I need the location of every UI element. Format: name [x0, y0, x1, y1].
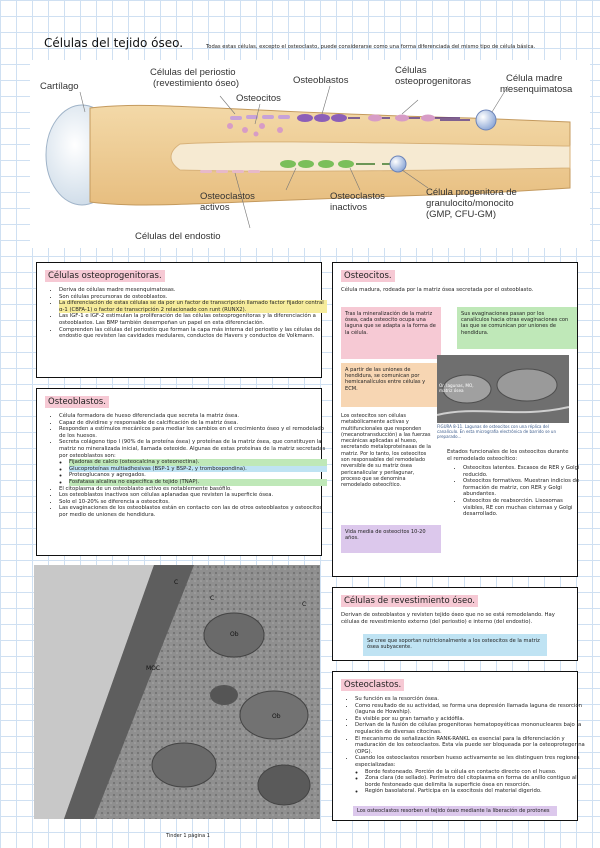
label-progenitora-3: (GMP, CFU-GM) — [426, 209, 497, 220]
list-item: • Secreta colágeno tipo I (90% de la proteína ósea) y proteínas de la matriz ósea, que constituyen la matriz no mineralizada inicial, llamada osteoide. Algunas de estas proteínas de la matriz secretadas por osteoblastos son: — [59, 439, 327, 459]
list-item: • Solo el 10-20% se diferencia a osteocitos. — [59, 499, 327, 506]
list-item: ◦ Borde festoneado. Porción de la célula en contacto directo con el hueso. — [365, 769, 585, 776]
list-item: • Comprenden las células del periostio que forman la capa más interna del periostio y las células del endostio que revisten las cavidades medulares, conductos de Havers y conductos de Volkmann. — [59, 327, 327, 340]
note-hemicanaliculos: A partir de las uniones de hendidura, se comunican por hemicanalículos entre células y ECM. — [341, 363, 441, 407]
medullary-cavity — [171, 142, 570, 171]
box-osteoblastos — [36, 388, 326, 556]
revestimiento-title: Células de revestimiento óseo. — [341, 595, 478, 607]
label-activos-1: Osteoclastos — [200, 191, 255, 202]
list-item: • Como resultado de su actividad, se forma una depresión llamada laguna de resorción (laguna de Howship). — [355, 703, 585, 716]
micro-label-c2: C — [210, 595, 215, 602]
osteoprogenitoras-list — [45, 287, 327, 340]
list-item: • El mecanismo de señalización RANK-RANKL es esencial para la diferenciación y maduración de los osteoclastos. Esta vía puede ser bloqueada por la osteoprotegerina (OPG). — [355, 736, 585, 756]
list-item: ◦ Zona clara (de sellado). Perímetro del citoplasma en forma de anillo contiguo al borde festoneado que delimita la superficie ósea en resorción. — [365, 775, 585, 788]
list-item: • Deriva de células madre mesenquimatosas. — [59, 287, 327, 294]
note-protones: Los osteoclastos resorben el tejido óseo mediante la liberación de protones — [353, 806, 557, 816]
list-item: • El citoplasma de un osteoblasto activo es notablemente basófilo. — [59, 486, 327, 493]
label-progenitora-2: granulocito/monocito — [426, 198, 514, 209]
osteocitos-states-intro: Estados funcionales de los osteocitos durante el remodelado osteocítico: — [447, 449, 569, 462]
note-vida-media: Vida media de osteocitos 10-20 años. — [341, 525, 441, 553]
sem-label: Or. lagunas, MO, matriz ósea — [439, 383, 474, 393]
progenitor-cell — [390, 156, 406, 172]
osteocitos-intro: Célula madura, rodeada por la matriz ósea secretada por el osteoblasto. — [341, 287, 534, 293]
osteoprogenitor-marks — [368, 115, 435, 122]
list-item: • Los osteoblastos inactivos son células aplanadas que revisten la superficie ósea. — [59, 492, 327, 499]
list-item: • La diferenciación de estas células se da por un factor de transcripción llamado factor fijador central α-1 (CBFA-1) o factor de transcripción 2 relacionado con runt (RUNX2). — [59, 300, 327, 313]
list-item: • Responden a estímulos mecánicos para mediar los cambios en el crecimiento óseo y el remodelado de los huesos. — [59, 426, 327, 439]
osteocitos-states-list — [449, 465, 583, 518]
label-progenitora-1: Célula progenitora de — [426, 187, 517, 198]
box-revestimiento — [332, 587, 578, 661]
micro-label-moc: MOC — [146, 665, 161, 672]
list-item: ◦ Proteoglucanos y agregados. — [69, 472, 327, 479]
page-title: Células del tejido óseo. — [44, 36, 184, 50]
label-periostio-1: Células del periostio — [150, 67, 236, 78]
osteoprogenitoras-title: Células osteoprogenitoras. — [45, 270, 165, 282]
stem-cell — [476, 110, 496, 130]
list-item: ◦ Fijadoras de calcio (osteocalcina y osteonectina). — [69, 459, 327, 466]
osteoblast-marks — [297, 114, 347, 122]
list-item: • Las evaginaciones de los osteoblastos están en contacto con las de otros osteoblastos y osteocitos por medio de uniones de hendidura. — [59, 505, 327, 518]
label-osteocitos: Osteocitos — [236, 93, 281, 104]
revestimiento-body: Derivan de osteoblastos y revisten tejido óseo que no se está remodelando. Hay células de revestimiento externo (del periostio) e interno (del endostio). — [341, 612, 555, 625]
osteoblastos-sublist — [59, 459, 327, 485]
label-inactivos-2: inactivos — [330, 202, 367, 213]
box-osteoprogenitoras — [36, 262, 322, 378]
micro-label-ob1: Ob — [230, 631, 239, 638]
label-osteoprog-1: Células — [395, 65, 427, 76]
list-item: • Cuando los osteoclastos resorben hueso activamente se les distinguen tres regiones especializadas: — [355, 755, 585, 768]
label-cartilago: Cartílago — [40, 81, 79, 92]
micro-label-ob2: Ob — [272, 713, 281, 720]
osteocitos-title: Osteocitos. — [341, 270, 395, 282]
list-item: • Son células precursoras de osteoblastos. — [59, 294, 327, 301]
list-item: • Osteocitos formativos. Muestran indicios de formación de matriz, con RER y Golgi abundantes. — [463, 478, 583, 498]
label-madre-2: mesenquimatosa — [500, 84, 573, 95]
list-item: ◦ Fosfatasa alcalina no específica de tejido (TNAP). — [69, 479, 327, 486]
list-item: • Osteocitos de reabsorción. Lisosomas visibles, RE con muchas cisternas y Golgi desarrollado. — [463, 498, 583, 518]
note-evaginaciones: Sus evaginaciones pasan por los canalículos hacia otras evaginaciones con las que se comunican por uniones de hendidura. — [457, 307, 577, 349]
list-item: ◦ Región basolateral. Participa en la exocitosis del material digerido. — [365, 788, 585, 795]
label-endostio: Células del endostio — [135, 231, 221, 242]
label-osteoprog-2: osteoprogenitoras — [395, 76, 472, 87]
list-item: • Célula formadora de hueso diferenciada que secreta la matriz ósea. — [59, 413, 327, 420]
list-item: • Derivan de la fusión de células progenitoras hematopoyéticas mononucleares bajo la regulación de diversas citocinas. — [355, 722, 585, 735]
label-inactivos-1: Osteoclastos — [330, 191, 385, 202]
page-footer: Tinder 1 página 1 — [166, 833, 210, 839]
sem-micrograph — [437, 355, 569, 423]
list-item: • Las IGF-1 e IGF-2 estimulan la proliferación de las células osteoprogenitoras y la diferenciación a osteoblastos. Las BMP también desempeñan un papel en esta diferenciación. — [59, 313, 327, 326]
list-item: ◦ Glucoproteínas multiadhesivas (BSP-1 y BSP-2, y trombospondina). — [69, 466, 327, 473]
tem-micrograph — [34, 565, 320, 819]
note-laguna: Tras la mineralización de la matriz ósea, cada osteocito ocupa una laguna que se adapta a la forma de la célula. — [341, 307, 441, 359]
label-periostio-2: (revestimiento óseo) — [153, 78, 240, 89]
osteoblastos-title: Osteoblastos. — [45, 396, 109, 408]
list-item: • Osteocitos latentes. Escasos de RER y Golgi reducido. — [463, 465, 583, 478]
note-soporte: Se cree que soportan nutricionalmente a los osteocitos de la matriz ósea subyacente. — [363, 634, 547, 656]
osteoclastos-sublist — [355, 769, 585, 795]
bone-cells-figure — [30, 60, 590, 248]
label-madre-1: Célula madre — [506, 73, 563, 84]
list-item: • Capaz de dividirse y responsable de calcificación de la matriz ósea. — [59, 420, 327, 427]
micro-label-c3: C — [302, 601, 307, 608]
list-item: • Su función es la resorción ósea. — [355, 696, 585, 703]
osteoclastos-title: Osteoclastos. — [341, 679, 404, 691]
label-activos-2: activos — [200, 202, 230, 213]
osteoblastos-list — [45, 413, 327, 519]
osteoclastos-list — [341, 696, 585, 795]
osteocitos-body: Los osteocitos son células metabólicamente activas y multifuncionales que responden (mecanotransducción) a las fuerzas mecánicas aplicadas al hueso, secretando metaloproteinasas de la matriz. Por lo tanto, los osteocitos son responsables del remodelado reversible de su matriz ósea pericanalicular y perilagunar, proceso que se denomina remodelado osteocítico. — [341, 413, 431, 489]
list-item: • Es visible por su gran tamaño y acidófila. — [355, 716, 585, 723]
sem-caption: FIGURA 8-11. Lagunas de osteocitos con una réplica del canalículo. En esta micrografía electrónica de barrido se un preparado... — [437, 424, 556, 439]
box-osteocitos — [332, 262, 578, 577]
micro-label-c1: C — [174, 579, 179, 586]
box-osteoclastos — [332, 671, 585, 821]
micrograph-image — [34, 565, 320, 819]
label-osteoblastos: Osteoblastos — [293, 75, 349, 86]
page-subtitle: Todas estas células, excepto el osteoclasto, puede considerarse como una forma diferenciada del mismo tipo de célula básica. — [206, 44, 536, 50]
